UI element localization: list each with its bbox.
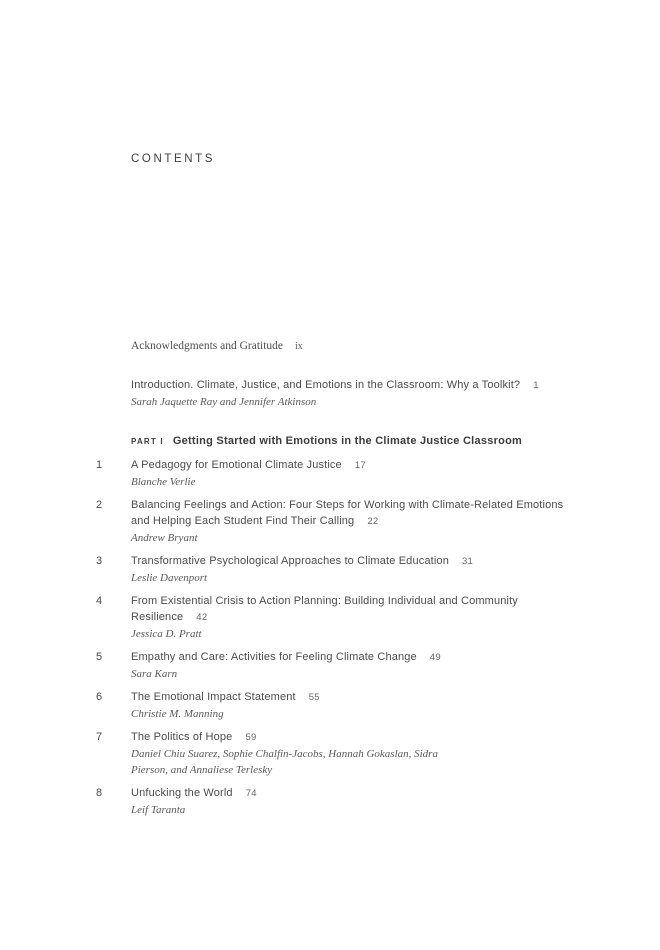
author-line: Blanche Verlie: [131, 476, 196, 488]
chapter-title-line: [131, 649, 660, 666]
table-of-contents: [0, 338, 660, 825]
toc-entry-chapter-5: [0, 649, 660, 682]
chapter-number: 8: [96, 787, 103, 799]
chapter-number: 5: [96, 651, 103, 663]
author-line: Leif Taranta: [131, 804, 186, 816]
chapter-title-line: [131, 689, 660, 706]
chapter-number: 1: [96, 459, 103, 471]
part-label: PART I: [131, 437, 164, 446]
page-number: 59: [245, 732, 257, 743]
chapter-title: and Helping Each Student Find Their Calling: [131, 515, 355, 527]
toc-entry-introduction: [0, 377, 660, 410]
chapter-title: Unfucking the World: [131, 787, 233, 799]
front-matter-title: Acknowledgments and Gratitude: [131, 340, 284, 352]
chapter-title: Transformative Psychological Approaches to Climate Education: [131, 555, 449, 567]
chapter-number: 3: [96, 555, 103, 567]
chapter-title: The Politics of Hope: [131, 731, 233, 743]
front-matter-title-line: [131, 338, 660, 355]
toc-entry-chapter-1: [0, 457, 660, 490]
part-title: Getting Started with Emotions in the Climate Justice Classroom: [172, 435, 523, 447]
chapter-number: 6: [96, 691, 103, 703]
chapter-title: The Emotional Impact Statement: [131, 691, 296, 703]
author-line: Christie M. Manning: [131, 708, 224, 720]
chapter-title: Empathy and Care: Activities for Feeling Climate Change: [131, 651, 417, 663]
chapter-title-line: [131, 593, 660, 609]
chapter-title-line: [131, 513, 660, 530]
part-heading: [0, 432, 660, 450]
author-line: Sarah Jaquette Ray and Jennifer Atkinson: [131, 396, 317, 408]
page-number: 49: [429, 652, 441, 663]
chapter-number: 4: [96, 595, 103, 607]
toc-entry-chapter-7: [0, 729, 660, 778]
toc-entry-chapter-6: [0, 689, 660, 722]
toc-entry-chapter-8: [0, 785, 660, 818]
page-number: 74: [245, 788, 257, 799]
page-number: ix: [295, 341, 303, 352]
chapter-title: Resilience: [131, 611, 184, 623]
page-title: CONTENTS: [131, 153, 216, 165]
page-number: 22: [367, 516, 379, 527]
toc-entry-acknowledgments: [0, 338, 660, 355]
chapter-title-line: [131, 497, 660, 513]
author-line: Leslie Davenport: [131, 572, 208, 584]
page-number: 17: [354, 460, 366, 471]
chapter-title: From Existential Crisis to Action Planning: Building Individual and Community: [131, 595, 518, 607]
page-number: 1: [533, 380, 539, 391]
author-line: Daniel Chiu Suarez, Sophie Chalfin-Jacobs, Hannah Gokaslan, Sidra: [131, 748, 438, 760]
toc-entry-chapter-2: [0, 497, 660, 546]
chapter-title-line: [131, 457, 660, 474]
page-number: 55: [308, 692, 320, 703]
front-matter-title: Introduction. Climate, Justice, and Emotions in the Classroom: Why a Toolkit?: [131, 379, 521, 391]
chapter-number: 2: [96, 499, 103, 511]
toc-entry-chapter-3: [0, 553, 660, 586]
author-line: Andrew Bryant: [131, 532, 198, 544]
author-line: Sara Karn: [131, 668, 178, 680]
chapter-title-line: [131, 729, 660, 746]
author-line: Pierson, and Annaliese Terlesky: [131, 764, 273, 776]
page-number: 42: [196, 612, 208, 623]
chapter-title: Balancing Feelings and Action: Four Steps for Working with Climate-Related Emotions: [131, 499, 564, 511]
toc-entry-chapter-4: [0, 593, 660, 642]
chapter-title-line: [131, 553, 660, 570]
front-matter-title-line: [131, 377, 660, 394]
page-number: 31: [461, 556, 474, 567]
chapter-title: A Pedagogy for Emotional Climate Justice: [131, 459, 342, 471]
chapter-title-line: [131, 609, 660, 626]
author-line: Jessica D. Pratt: [131, 628, 202, 640]
chapter-title-line: [131, 785, 660, 802]
chapter-number: 7: [96, 731, 103, 743]
